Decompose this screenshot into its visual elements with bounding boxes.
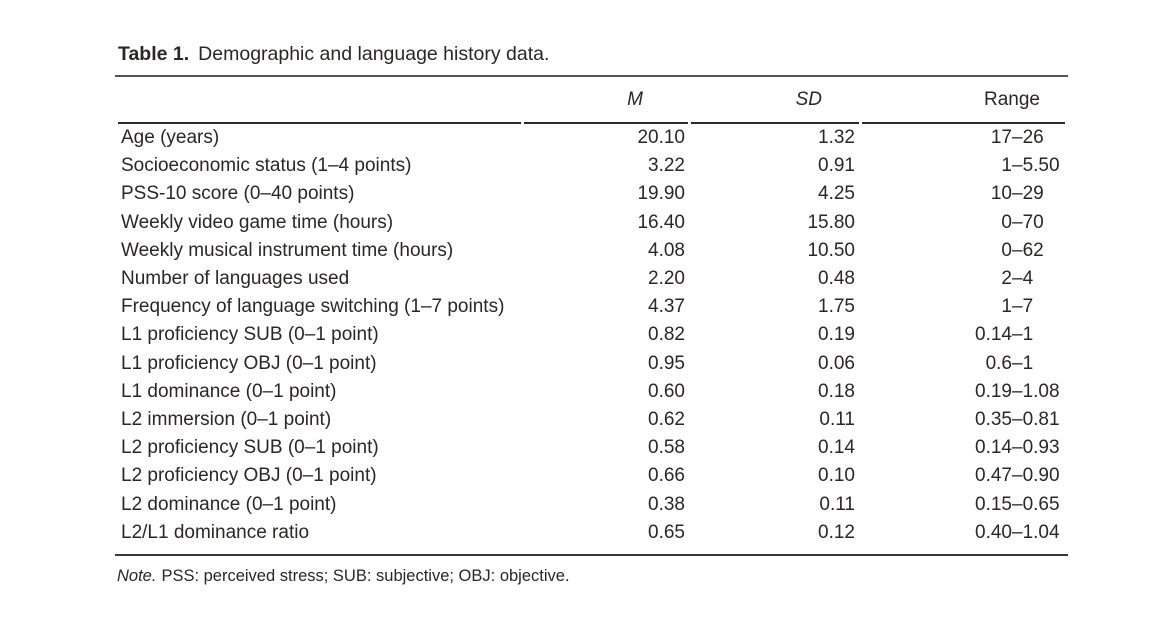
cell-range: [862, 265, 1065, 293]
range-low: 0.6: [985, 352, 1012, 374]
range-dash: –: [1012, 296, 1023, 318]
row-label: Age (years): [121, 127, 220, 148]
row-label: Frequency of language switching (1–7 points): [121, 296, 505, 318]
cell-mean: 0.58: [648, 437, 685, 459]
table-header: [118, 77, 1065, 124]
column-header-sd: SD: [691, 77, 859, 124]
range-dash: –: [1012, 465, 1023, 487]
cell-range: [862, 237, 1065, 265]
cell-mean: 0.60: [648, 380, 685, 402]
range-low: 2: [1001, 268, 1012, 290]
table-row: [118, 265, 1065, 293]
range-high: 0.93: [1022, 437, 1060, 459]
range-high: 0.65: [1022, 493, 1060, 515]
range-low: 0.14: [975, 437, 1012, 459]
table-row: [118, 378, 1065, 406]
column-header-variable: [118, 77, 521, 124]
range-dash: –: [1012, 268, 1023, 290]
cell-range: [862, 350, 1065, 378]
cell-range: [862, 124, 1065, 152]
row-label: L1 proficiency OBJ (0–1 point): [121, 352, 377, 374]
table-note-text: PSS: perceived stress; SUB: subjective; OBJ: objective.: [161, 567, 570, 586]
range-low: 0.14: [975, 324, 1012, 346]
row-label: PSS-10 score (0–40 points): [121, 183, 355, 205]
cell-mean: 16.40: [637, 211, 685, 233]
range-high: 4: [1022, 268, 1034, 290]
cell-range: [862, 209, 1065, 237]
row-label: L2 immersion (0–1 point): [121, 409, 332, 431]
cell-mean: 3.22: [648, 155, 685, 177]
cell-mean: 4.37: [648, 296, 685, 318]
range-low: 0: [1001, 239, 1012, 261]
table-row: [118, 406, 1065, 434]
range-low: 10: [990, 183, 1012, 205]
column-header-range: Range: [862, 77, 1065, 124]
cell-sd: 1.32: [818, 127, 855, 148]
cell-mean: 2.20: [648, 268, 685, 290]
range-high: 7: [1022, 296, 1034, 318]
table-row: [118, 293, 1065, 321]
table-body: [118, 124, 1065, 547]
range-dash: –: [1012, 437, 1023, 459]
range-dash: –: [1012, 127, 1023, 148]
range-high: 1.04: [1022, 521, 1060, 543]
table-row: [118, 180, 1065, 208]
table-row: [118, 462, 1065, 490]
column-header-mean: M: [524, 77, 688, 124]
table-note: [115, 567, 1068, 586]
table-caption-text: Demographic and language history data.: [198, 43, 550, 65]
cell-mean: 0.66: [648, 465, 685, 487]
row-label: Weekly video game time (hours): [121, 211, 394, 233]
cell-range: [862, 406, 1065, 434]
cell-range: [862, 462, 1065, 490]
row-label: Socioeconomic status (1–4 points): [121, 155, 412, 177]
table-row: [118, 237, 1065, 265]
row-label: L2 proficiency SUB (0–1 point): [121, 437, 379, 459]
cell-sd: 0.14: [818, 437, 855, 459]
cell-sd: 0.48: [818, 268, 855, 290]
cell-sd: 10.50: [807, 239, 855, 261]
table-row: [118, 434, 1065, 462]
cell-mean: 0.62: [648, 409, 685, 431]
range-high: 0.90: [1022, 465, 1060, 487]
range-dash: –: [1012, 211, 1023, 233]
row-label: L1 dominance (0–1 point): [121, 380, 337, 402]
cell-range: [862, 378, 1065, 406]
cell-mean: 0.95: [648, 352, 685, 374]
range-high: 1.08: [1022, 380, 1060, 402]
cell-mean: 4.08: [648, 239, 685, 261]
range-high: 0.81: [1022, 409, 1060, 431]
range-high: 70: [1022, 211, 1044, 233]
cell-sd: 0.11: [819, 493, 855, 515]
table-note-label: Note.: [117, 567, 157, 586]
table-caption: [115, 0, 1068, 66]
cell-range: [862, 434, 1065, 462]
cell-sd: 0.18: [818, 380, 855, 402]
table-header-row: [118, 77, 1065, 124]
range-low: 0.19: [975, 380, 1012, 402]
range-dash: –: [1012, 521, 1023, 543]
range-dash: –: [1012, 409, 1023, 431]
range-dash: –: [1012, 380, 1023, 402]
cell-sd: 0.11: [819, 409, 855, 431]
range-dash: –: [1012, 352, 1023, 374]
range-dash: –: [1012, 183, 1023, 205]
row-label: Weekly musical instrument time (hours): [121, 239, 454, 261]
cell-sd: 0.06: [818, 352, 855, 374]
range-low: 0.35: [975, 409, 1012, 431]
range-high: 26: [1022, 127, 1044, 148]
cell-sd: 15.80: [807, 211, 855, 233]
table-row: [118, 209, 1065, 237]
range-high: 1: [1022, 324, 1034, 346]
range-dash: –: [1012, 155, 1023, 177]
cell-range: [862, 491, 1065, 519]
cell-sd: 1.75: [818, 296, 855, 318]
range-dash: –: [1012, 324, 1023, 346]
demographics-table: [115, 77, 1068, 547]
table-row: [118, 124, 1065, 152]
cell-mean: 0.38: [648, 493, 685, 515]
cell-range: [862, 293, 1065, 321]
range-low: 0: [1001, 211, 1012, 233]
cell-range: [862, 152, 1065, 180]
cell-sd: 4.25: [818, 183, 855, 205]
table-row: [118, 519, 1065, 547]
range-low: 1: [1001, 155, 1012, 177]
range-low: 1: [1001, 296, 1012, 318]
cell-range: [862, 519, 1065, 547]
cell-sd: 0.91: [818, 155, 855, 177]
cell-mean: 20.10: [637, 127, 685, 148]
cell-range: [862, 321, 1065, 349]
table-row: [118, 491, 1065, 519]
range-dash: –: [1012, 493, 1023, 515]
table-row: [118, 321, 1065, 349]
range-low: 17: [990, 127, 1012, 148]
table-bottom-rule: [115, 554, 1068, 556]
cell-mean: 0.82: [648, 324, 685, 346]
cell-sd: 0.12: [818, 521, 855, 543]
table-row: [118, 152, 1065, 180]
cell-mean: 19.90: [637, 183, 685, 205]
table-row: [118, 350, 1065, 378]
range-low: 0.40: [975, 521, 1012, 543]
row-label: Number of languages used: [121, 268, 350, 290]
range-low: 0.15: [975, 493, 1012, 515]
table-block: [115, 0, 1068, 586]
range-high: 62: [1022, 239, 1044, 261]
row-label: L2 proficiency OBJ (0–1 point): [121, 465, 377, 487]
row-label: L2/L1 dominance ratio: [121, 521, 310, 543]
range-low: 0.47: [975, 465, 1012, 487]
cell-range: [862, 180, 1065, 208]
table-caption-number: Table 1.: [118, 43, 190, 65]
row-label: L2 dominance (0–1 point): [121, 493, 337, 515]
cell-sd: 0.10: [818, 465, 855, 487]
range-high: 29: [1022, 183, 1044, 205]
range-high: 5.50: [1022, 155, 1060, 177]
cell-mean: 0.65: [648, 521, 685, 543]
cell-sd: 0.19: [818, 324, 855, 346]
range-high: 1: [1022, 352, 1034, 374]
row-label: L1 proficiency SUB (0–1 point): [121, 324, 379, 346]
range-dash: –: [1012, 239, 1023, 261]
